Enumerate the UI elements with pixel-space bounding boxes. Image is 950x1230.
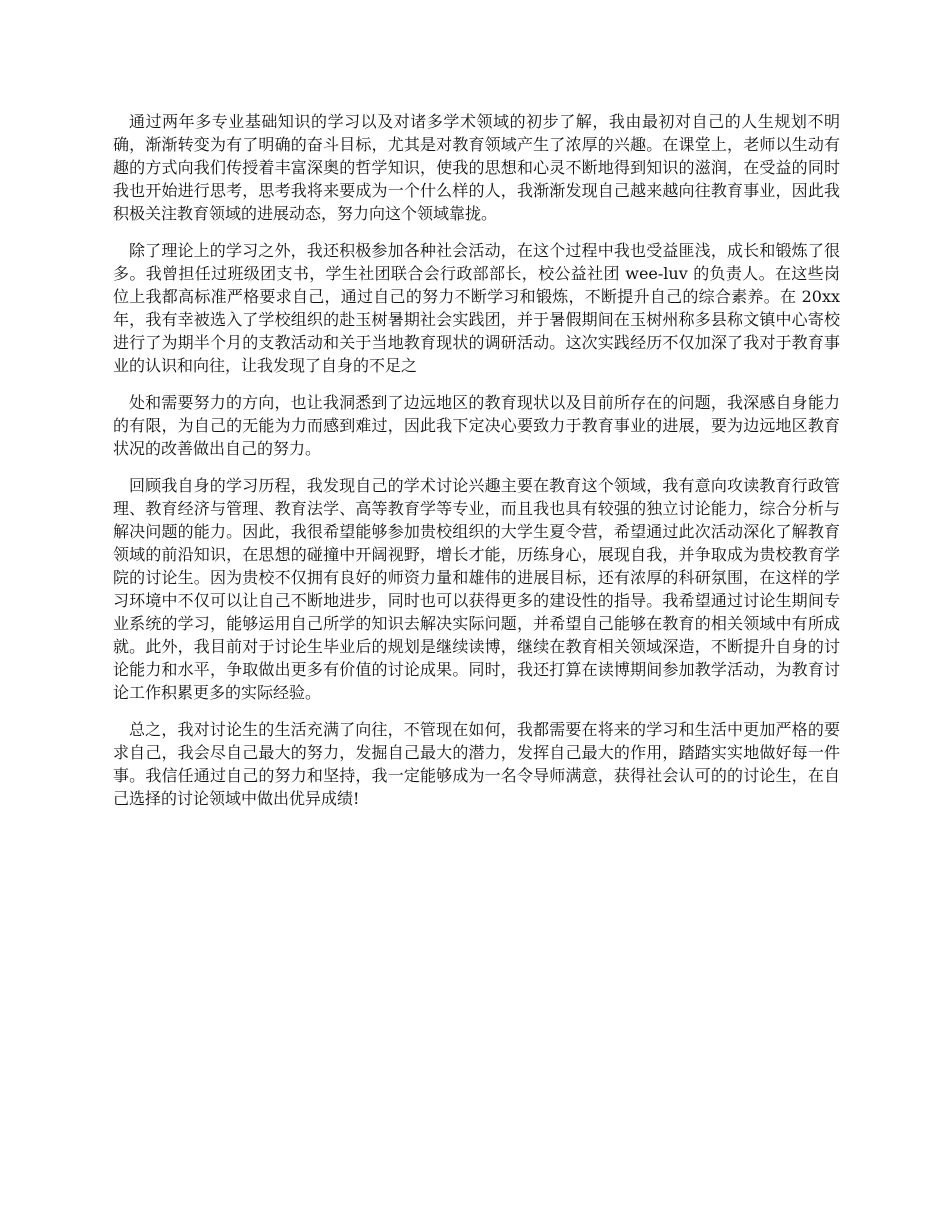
paragraph-4: 回顾我自身的学习历程，我发现自己的学术讨论兴趣主要在教育这个领域，我有意向攻读教育行政管理、教育经济与管理、教育法学、高等教育学等专业，而且我也具有较强的独立讨论能力，综合分析与解决问题的能力。因此，我很希望能够参加贵校组织的大学生夏令营，希望通过此次活动深化了解教育领域的前沿知识，在思想的碰撞中开阔视野，增长才能，历练身心，展现自我，并争取成为贵校教育学院的讨论生。因为贵校不仅拥有良好的师资力量和雄伟的进展目标，还有浓厚的科研氛围，在这样的学习环境中不仅可以让自己不断地进步，同时也可以获得更多的建设性的指导。我希望通过讨论生期间专业系统的学习，能够运用自己所学的知识去解决实际问题，并希望自己能够在教育的相关领域中有所成就。此外，我目前对于讨论生毕业后的规划是继续读博，继续在教育相关领域深造，不断提升自身的讨论能力和水平，争取做出更多有价值的讨论成果。同时，我还打算在读博期间参加教学活动，为教育讨论工作积累更多的实际经验。 <box>113 476 840 702</box>
document-body <box>113 110 840 824</box>
paragraph-2: 除了理论上的学习之外，我还积极参加各种社会活动，在这个过程中我也受益匪浅，成长和锻炼了很多。我曾担任过班级团支书，学生社团联合会行政部部长，校公益社团 wee-luv 的负责人。在这些岗位上我都高标准严格要求自己，通过自己的努力不断学习和锻炼，不断提升自己的综合素养。在 20xx 年，我有幸被选入了学校组织的赴玉树暑期社会实践团，并于暑假期间在玉树州称多县称文镇中心寄校进行了为期半个月的支教活动和关于当地教育现状的调研活动。这次实践经历不仅加深了我对于教育事业的认识和向往，让我发现了自身的不足之 <box>113 241 840 375</box>
paragraph-3: 处和需要努力的方向，也让我洞悉到了边远地区的教育现状以及目前所存在的问题，我深感自身能力的有限，为自己的无能为力而感到难过，因此我下定决心要致力于教育事业的进展，要为边远地区教育状况的改善做出自己的努力。 <box>113 393 840 458</box>
paragraph-1: 通过两年多专业基础知识的学习以及对诸多学术领域的初步了解，我由最初对自己的人生规划不明确，渐渐转变为有了明确的奋斗目标，尤其是对教育领域产生了浓厚的兴趣。在课堂上，老师以生动有趣的方式向我们传授着丰富深奥的哲学知识，使我的思想和心灵不断地得到知识的滋润，在受益的同时我也开始进行思考，思考我将来要成为一个什么样的人，我渐渐发现自己越来越向往教育事业，因此我积极关注教育领域的进展动态，努力向这个领域靠拢。 <box>113 112 840 223</box>
paragraph-5: 总之，我对讨论生的生活充满了向往，不管现在如何，我都需要在将来的学习和生活中更加严格的要求自己，我会尽自己最大的努力，发掘自己最大的潜力，发挥自己最大的作用，踏踏实实地做好每一件事。我信任通过自己的努力和坚持，我一定能够成为一名令导师满意，获得社会认可的的讨论生，在自己选择的讨论领域中做出优异成绩! <box>113 720 840 808</box>
